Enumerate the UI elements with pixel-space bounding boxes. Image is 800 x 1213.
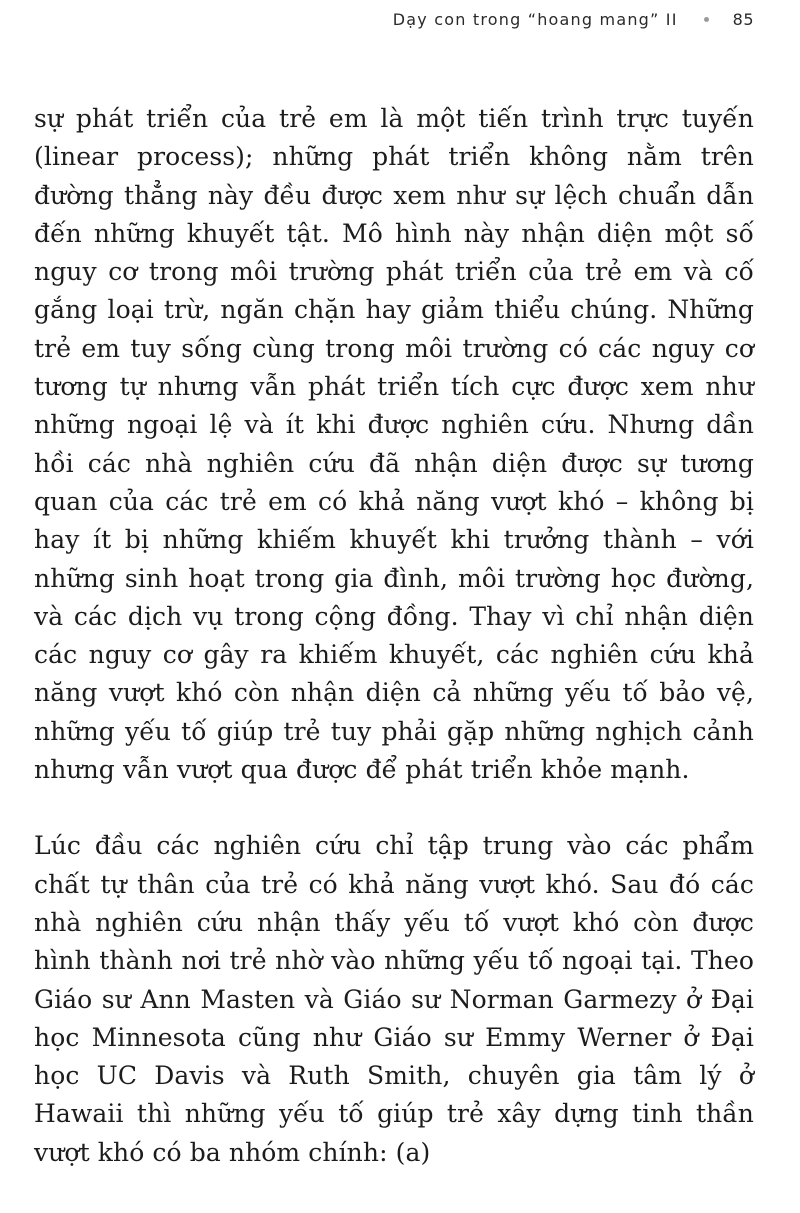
running-title: Dạy con trong “hoang mang” II: [392, 9, 678, 29]
bullet-separator: [704, 17, 709, 22]
running-header: [393, 6, 754, 32]
paragraph-1: sự phát triển của trẻ em là một tiến trình trực tuyến (linear process); những phát triển không nằm trên đường thẳng này đều được xem như sự lệch chuẩn dẫn đến những khuyết tật. Mô hình này nhận diện một số nguy cơ trong môi trường phát triển của trẻ em và cố gắng loại trừ, ngăn chặn hay giảm thiểu chúng. Những trẻ em tuy sống cùng trong môi trường có các nguy cơ tương tự nhưng vẫn phát triển tích cực được xem như những ngoại lệ và ít khi được nghiên cứu. Nhưng dần hồi các nhà nghiên cứu đã nhận diện được sự tương quan của các trẻ em có khả năng vượt khó – không bị hay ít bị những khiếm khuyết khi trưởng thành – với những sinh hoạt trong gia đình, môi trường học đường, và các dịch vụ trong cộng đồng. Thay vì chỉ nhận diện các nguy cơ gây ra khiếm khuyết, các nghiên cứu khả năng vượt khó còn nhận diện cả những yếu tố bảo vệ, những yếu tố giúp trẻ tuy phải gặp những nghịch cảnh nhưng vẫn vượt qua được để phát triển khỏe mạnh.: [34, 104, 754, 785]
page-body: [34, 100, 754, 1172]
page-number: 85: [732, 9, 754, 29]
paragraph-2: Lúc đầu các nghiên cứu chỉ tập trung vào các phẩm chất tự thân của trẻ có khả năng vượt khó. Sau đó các nhà nghiên cứu nhận thấy yếu tố vượt khó còn được hình thành nơi trẻ nhờ vào những yếu tố ngoại tại. Theo Giáo sư Ann Masten và Giáo sư Norman Garmezy ở Đại học Minnesota cũng như Giáo sư Emmy Werner ở Đại học UC Davis và Ruth Smith, chuyên gia tâm lý ở Hawaii thì những yếu tố giúp trẻ xây dựng tinh thần vượt khó có ba nhóm chính: (a): [34, 831, 754, 1167]
